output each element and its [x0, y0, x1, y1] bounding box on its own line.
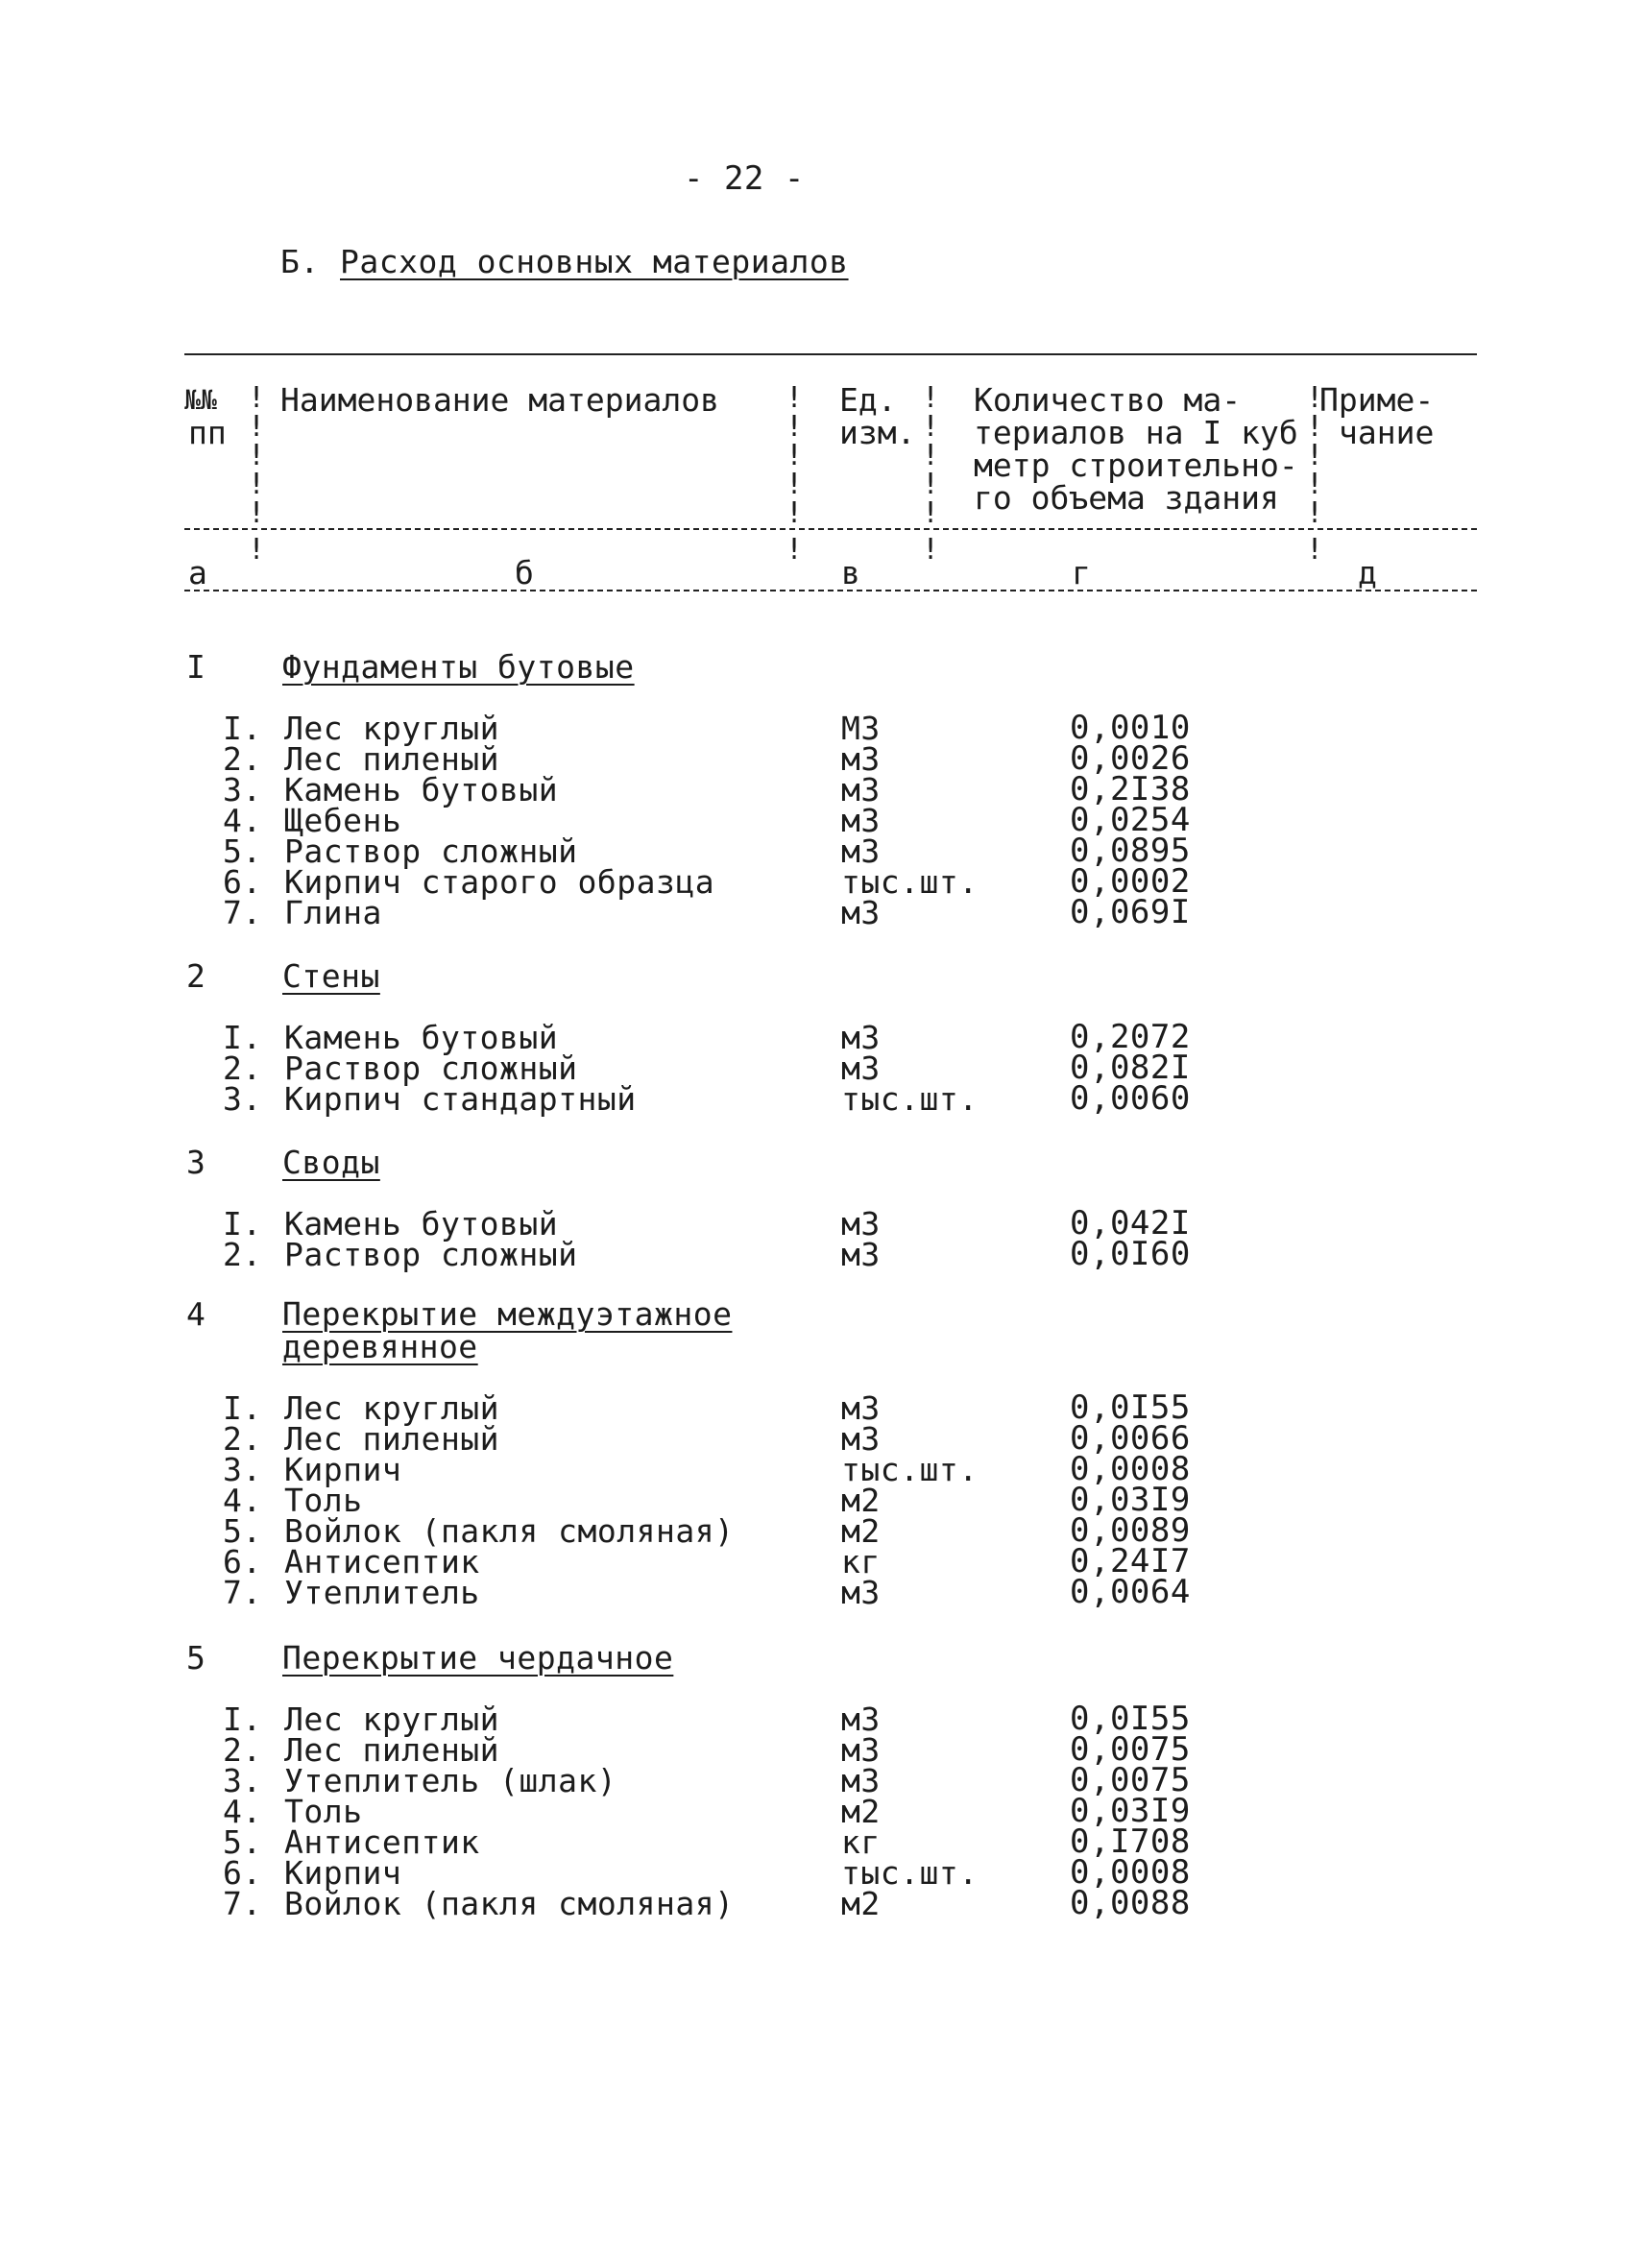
material-name: Глина — [284, 894, 382, 931]
section-heading: Перекрытие междуэтажное — [282, 1295, 733, 1333]
separator-mark: ! ! ! ! ! — [1306, 381, 1324, 530]
material-unit: м3 — [841, 771, 881, 808]
row-number: I. — [223, 710, 262, 747]
material-unit: м3 — [841, 1731, 881, 1769]
section-heading: Перекрытие чердачное — [282, 1639, 674, 1677]
material-name: Лес пиленый — [284, 740, 500, 778]
material-name: Кирпич стандартный — [284, 1080, 637, 1118]
material-name: Раствор сложный — [284, 1236, 578, 1273]
material-quantity: 0,0066 — [1070, 1419, 1191, 1458]
material-unit: МЗ — [841, 710, 881, 747]
row-number: 4. — [223, 802, 262, 839]
header-top-rule — [184, 353, 1477, 355]
material-quantity: 0,0895 — [1070, 832, 1191, 870]
material-quantity: 0,0064 — [1070, 1573, 1191, 1611]
material-name: Камень бутовый — [284, 1205, 559, 1243]
section-heading: Своды — [282, 1144, 380, 1181]
material-unit: кг — [841, 1823, 881, 1861]
row-number: 6. — [223, 863, 262, 901]
material-name: Камень бутовый — [284, 1019, 559, 1056]
material-quantity: 0,I708 — [1070, 1822, 1191, 1861]
material-name: Лес пиленый — [284, 1731, 500, 1769]
col-note-header-line2: чание — [1339, 414, 1435, 451]
row-number: 2. — [223, 1731, 262, 1769]
material-unit: м3 — [841, 1236, 881, 1273]
col-unit-header-line1: Ед. — [839, 381, 897, 419]
material-unit: м3 — [841, 894, 881, 931]
material-name: Щебень — [284, 802, 402, 839]
separator-mark: ! ! ! ! ! — [248, 381, 266, 530]
row-number: 5. — [223, 1823, 262, 1861]
row-number: 6. — [223, 1854, 262, 1892]
material-quantity: 0,0I55 — [1070, 1700, 1191, 1738]
material-quantity: 0,042I — [1070, 1204, 1191, 1243]
col-num-header-line2: пп — [188, 414, 227, 451]
col-letter-b: б — [515, 554, 534, 591]
material-unit: м3 — [841, 1701, 881, 1738]
row-number: 2. — [223, 1050, 262, 1087]
row-number: 2. — [223, 1236, 262, 1273]
material-quantity: 0,069I — [1070, 893, 1191, 931]
row-number: I. — [223, 1701, 262, 1738]
material-unit: тыс.шт. — [841, 863, 979, 901]
material-quantity: 0,0088 — [1070, 1884, 1191, 1922]
material-name: Кирпич — [284, 1451, 402, 1488]
col-letter-a: а — [188, 554, 207, 591]
material-name: Антисептик — [284, 1543, 480, 1580]
material-quantity: 0,2072 — [1070, 1018, 1191, 1056]
material-unit: м3 — [841, 802, 881, 839]
material-name: Утеплитель (шлак) — [284, 1762, 617, 1799]
material-unit: м2 — [841, 1512, 881, 1550]
material-unit: м3 — [841, 740, 881, 778]
material-name: Раствор сложный — [284, 1050, 578, 1087]
material-unit: м2 — [841, 1885, 881, 1922]
section-number: 3 — [186, 1144, 206, 1181]
row-number: 5. — [223, 832, 262, 870]
page-number: - 22 - — [684, 159, 805, 198]
section-title: Расход основных материалов — [340, 243, 849, 280]
row-number: 3. — [223, 1451, 262, 1488]
section-number: 5 — [186, 1639, 206, 1677]
material-name: Толь — [284, 1482, 363, 1519]
col-qty-header-line3: метр строительно- — [974, 446, 1298, 484]
material-quantity: 0,0008 — [1070, 1450, 1191, 1488]
material-name: Лес круглый — [284, 1701, 500, 1738]
material-quantity: 0,0010 — [1070, 709, 1191, 747]
material-name: Кирпич — [284, 1854, 402, 1892]
material-quantity: 0,082I — [1070, 1049, 1191, 1087]
section-heading: Стены — [282, 957, 380, 995]
col-qty-header-line1: Количество ма- — [974, 381, 1242, 419]
material-name: Лес круглый — [284, 1389, 500, 1427]
header-mid-rule — [184, 528, 1477, 530]
col-letter-c: в — [841, 554, 860, 591]
col-qty-header-line4: го объема здания — [974, 479, 1279, 517]
row-number: 7. — [223, 894, 262, 931]
col-name-header: Наименование материалов — [280, 381, 719, 419]
section-number: 2 — [186, 957, 206, 995]
material-unit: м3 — [841, 1205, 881, 1243]
material-name: Кирпич старого образца — [284, 863, 715, 901]
separator-mark: ! ! ! ! ! — [786, 381, 804, 530]
row-number: 2. — [223, 1420, 262, 1458]
material-quantity: 0,0I60 — [1070, 1235, 1191, 1273]
material-unit: м3 — [841, 1389, 881, 1427]
col-qty-header-line2: териалов на I куб — [974, 414, 1298, 451]
material-name: Лес круглый — [284, 710, 500, 747]
row-number: 3. — [223, 1762, 262, 1799]
material-unit: м3 — [841, 832, 881, 870]
material-name: Антисептик — [284, 1823, 480, 1861]
row-number: 5. — [223, 1512, 262, 1550]
material-quantity: 0,03I9 — [1070, 1792, 1191, 1830]
material-unit: м2 — [841, 1793, 881, 1830]
separator-mark: ! ! ! ! ! — [922, 381, 940, 530]
col-letter-d: г — [1072, 554, 1091, 591]
material-quantity: 0,0089 — [1070, 1511, 1191, 1550]
row-number: 3. — [223, 1080, 262, 1118]
material-name: Утеплитель — [284, 1574, 480, 1611]
material-name: Камень бутовый — [284, 771, 559, 808]
row-number: 7. — [223, 1574, 262, 1611]
header-bottom-rule — [184, 590, 1477, 591]
section-heading-line2: деревянное — [282, 1328, 478, 1365]
separator-mark: ! — [1306, 533, 1324, 567]
material-unit: м3 — [841, 1019, 881, 1056]
col-note-header-line1: Приме- — [1319, 381, 1435, 419]
material-unit: м3 — [841, 1050, 881, 1087]
row-number: 3. — [223, 771, 262, 808]
material-name: Толь — [284, 1793, 363, 1830]
row-number: 2. — [223, 740, 262, 778]
material-unit: тыс.шт. — [841, 1854, 979, 1892]
row-number: 7. — [223, 1885, 262, 1922]
material-name: Войлок (пакля смоляная) — [284, 1885, 735, 1922]
material-unit: м2 — [841, 1482, 881, 1519]
row-number: 4. — [223, 1793, 262, 1830]
row-number: I. — [223, 1205, 262, 1243]
material-unit: тыс.шт. — [841, 1451, 979, 1488]
material-quantity: 0,0075 — [1070, 1761, 1191, 1799]
material-name: Раствор сложный — [284, 832, 578, 870]
col-unit-header-line2: изм. — [839, 414, 916, 451]
separator-mark: ! — [922, 533, 940, 567]
col-num-header-line1: №№ — [184, 384, 217, 416]
section-number: 4 — [186, 1295, 206, 1333]
material-name: Войлок (пакля смоляная) — [284, 1512, 735, 1550]
separator-mark: ! — [248, 533, 266, 567]
row-number: 4. — [223, 1482, 262, 1519]
material-unit: м3 — [841, 1574, 881, 1611]
material-name: Лес пиленый — [284, 1420, 500, 1458]
row-number: I. — [223, 1019, 262, 1056]
row-number: 6. — [223, 1543, 262, 1580]
row-number: I. — [223, 1389, 262, 1427]
material-quantity: 0,0026 — [1070, 739, 1191, 778]
material-unit: кг — [841, 1543, 881, 1580]
material-quantity: 0,0075 — [1070, 1730, 1191, 1769]
material-quantity: 0,03I9 — [1070, 1481, 1191, 1519]
material-quantity: 0,24I7 — [1070, 1542, 1191, 1580]
section-title-prefix: Б. — [280, 243, 320, 280]
material-quantity: 0,0060 — [1070, 1079, 1191, 1118]
material-quantity: 0,0002 — [1070, 862, 1191, 901]
col-letter-e: д — [1358, 554, 1377, 591]
material-unit: м3 — [841, 1420, 881, 1458]
material-quantity: 0,0254 — [1070, 801, 1191, 839]
material-unit: тыс.шт. — [841, 1080, 979, 1118]
separator-mark: ! — [786, 533, 804, 567]
material-unit: м3 — [841, 1762, 881, 1799]
material-quantity: 0,2I38 — [1070, 770, 1191, 808]
section-number: I — [186, 648, 206, 686]
material-quantity: 0,0008 — [1070, 1853, 1191, 1892]
material-quantity: 0,0I55 — [1070, 1388, 1191, 1427]
section-heading: Фундаменты бутовые — [282, 648, 635, 686]
